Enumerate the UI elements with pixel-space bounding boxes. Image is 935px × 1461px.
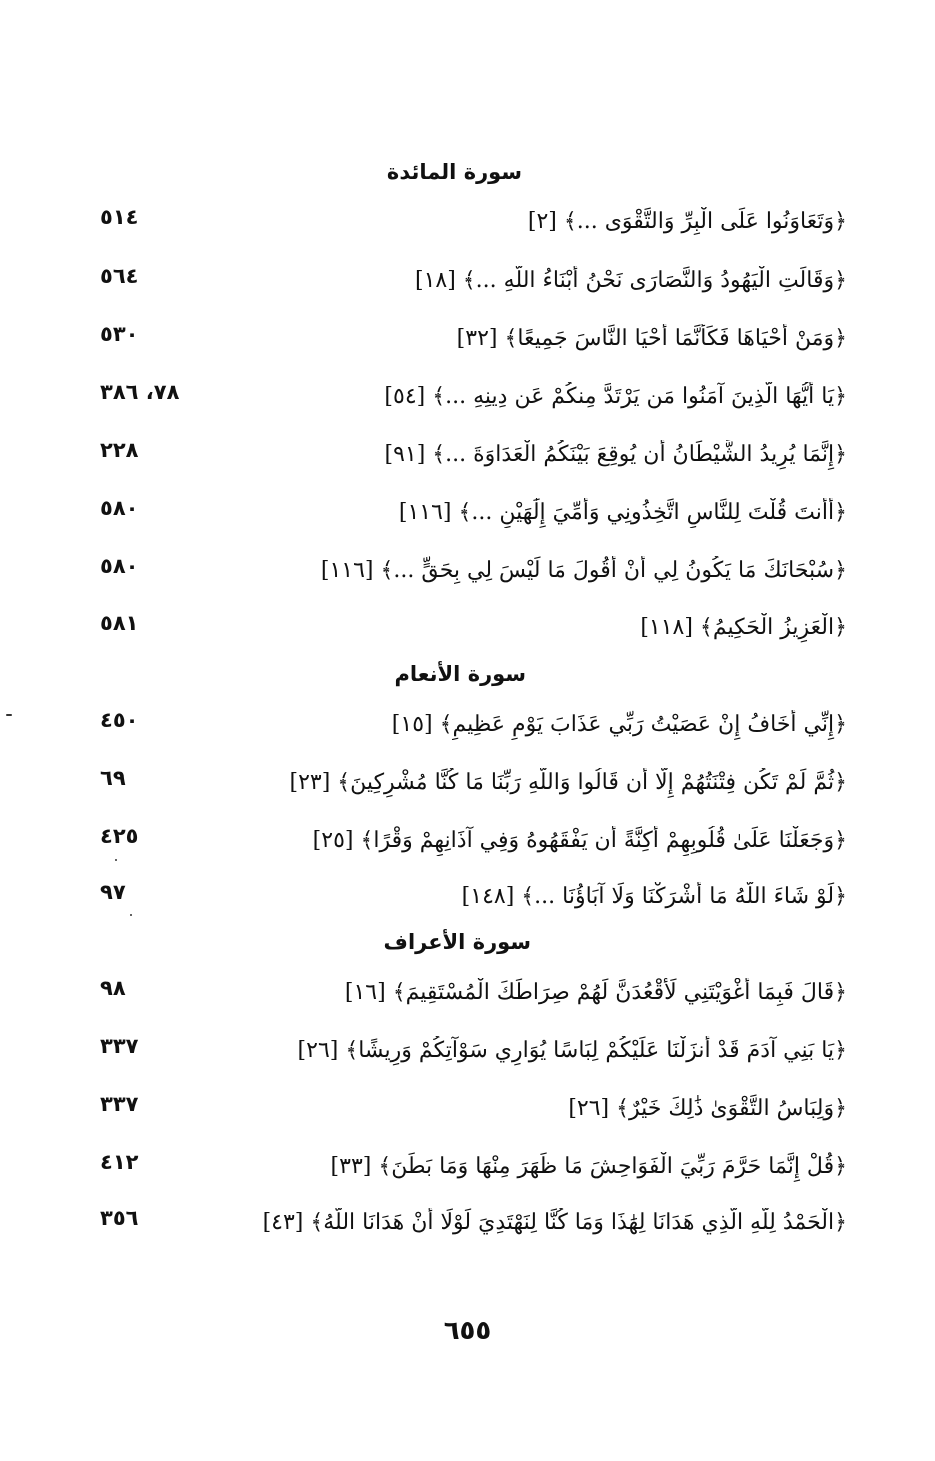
verse-text: ﴿وَقَالَتِ الْيَهُودُ وَالنَّصَارَى نَحْنُ أَبْنَاءُ اللَّهِ ...﴾ [١٨] xyxy=(414,268,847,293)
index-row xyxy=(0,436,935,476)
verse-text: ﴿يَا بَنِي آدَمَ قَدْ أَنزَلْنَا عَلَيْكُمْ لِبَاسًا يُوَارِي سَوْآتِكُمْ وَرِيشًا﴾ [٢٦] xyxy=(297,1038,847,1063)
page-reference: ٧٨، ٣٨٦ xyxy=(100,380,180,404)
verse-text: ﴿وَجَعَلْنَا عَلَىٰ قُلُوبِهِمْ أَكِنَّةً أَن يَفْقَهُوهُ وَفِي آذَانِهِمْ وَقْرًا﴾ [٢٥] xyxy=(312,828,847,853)
scan-speck xyxy=(130,914,132,916)
index-row xyxy=(0,878,935,918)
verse-text: ﴿وَتَعَاوَنُوا عَلَى الْبِرِّ وَالتَّقْوَى ...﴾ [٢] xyxy=(527,209,847,234)
verse-text: ﴿وَمَنْ أَحْيَاهَا فَكَأَنَّمَا أَحْيَا النَّاسَ جَمِيعًا﴾ [٣٢] xyxy=(456,326,847,351)
page-reference: ٢٢٨ xyxy=(100,438,139,462)
page-reference: ٥١٤ xyxy=(100,205,139,229)
page-reference: ٣٣٧ xyxy=(100,1034,139,1058)
page-reference: ٤٢٥ xyxy=(100,824,139,848)
index-row xyxy=(0,1204,935,1244)
section-heading-araf: سورة الأعراف xyxy=(383,930,531,954)
index-row xyxy=(0,1032,935,1072)
verse-text: ﴿قُلْ إِنَّمَا حَرَّمَ رَبِّيَ الْفَوَاحِشَ مَا ظَهَرَ مِنْهَا وَمَا بَطَنَ﴾ [٣٣] xyxy=(330,1154,847,1179)
verse-text: ﴿يَا أَيُّهَا الَّذِينَ آمَنُوا مَن يَرْتَدَّ مِنكُمْ عَن دِينِهِ ...﴾ [٥٤] xyxy=(384,384,847,409)
index-row xyxy=(0,378,935,418)
section-heading-maidah: سورة المائدة xyxy=(386,160,522,184)
page-reference: ٣٣٧ xyxy=(100,1092,139,1116)
scan-speck xyxy=(6,714,12,716)
page-reference: ٥٨٠ xyxy=(100,554,139,578)
page-reference: ٣٥٦ xyxy=(100,1206,139,1230)
verse-text: ﴿لَوْ شَاءَ اللَّهُ مَا أَشْرَكْنَا وَلَا آبَاؤُنَا ...﴾ [١٤٨] xyxy=(461,884,847,909)
verse-text: ﴿الْعَزِيزُ الْحَكِيمُ﴾ [١١٨] xyxy=(640,615,847,640)
index-row xyxy=(0,262,935,302)
index-row xyxy=(0,609,935,649)
verse-text: ﴿وَلِبَاسُ التَّقْوَىٰ ذَٰلِكَ خَيْرٌ﴾ [٢٦] xyxy=(568,1096,847,1121)
verse-text: ﴿سُبْحَانَكَ مَا يَكُونُ لِي أَنْ أَقُولَ مَا لَيْسَ لِي بِحَقٍّ ...﴾ [١١٦] xyxy=(320,558,847,583)
index-row xyxy=(0,822,935,862)
page-reference: ٩٨ xyxy=(100,976,126,1000)
section-heading-anam: سورة الأنعام xyxy=(394,662,526,686)
index-row xyxy=(0,1090,935,1130)
verse-text: ﴿إِنَّمَا يُرِيدُ الشَّيْطَانُ أَن يُوقِعَ بَيْنَكُمُ الْعَدَاوَةَ ...﴾ [٩١] xyxy=(384,442,847,467)
verse-text: ﴿ثُمَّ لَمْ تَكُن فِتْنَتُهُمْ إِلَّا أَن قَالُوا وَاللَّهِ رَبِّنَا مَا كُنَّا مُشْرِكِينَ﴾ [٢٣] xyxy=(289,770,847,795)
verse-text: ﴿إِنِّي أَخَافُ إِنْ عَصَيْتُ رَبِّي عَذَابَ يَوْمٍ عَظِيمٍ﴾ [١٥] xyxy=(391,712,847,737)
index-row xyxy=(0,706,935,746)
page-reference: ٩٧ xyxy=(100,880,126,904)
index-row xyxy=(0,764,935,804)
page-number: ٦٥٥ xyxy=(443,1316,492,1346)
page-reference: ٥٨١ xyxy=(100,611,139,635)
index-row xyxy=(0,203,935,243)
page-reference: ٥٣٠ xyxy=(100,322,139,346)
index-row xyxy=(0,974,935,1014)
index-row xyxy=(0,1148,935,1188)
page-reference: ٥٦٤ xyxy=(100,264,139,288)
index-row xyxy=(0,552,935,592)
index-row xyxy=(0,320,935,360)
index-row xyxy=(0,494,935,534)
page-reference: ٥٨٠ xyxy=(100,496,139,520)
page-reference: ٤١٢ xyxy=(100,1150,139,1174)
page-reference: ٦٩ xyxy=(100,766,126,790)
verse-text: ﴿قَالَ فَبِمَا أَغْوَيْتَنِي لَأَقْعُدَنَّ لَهُمْ صِرَاطَكَ الْمُسْتَقِيمَ﴾ [١٦] xyxy=(344,980,847,1005)
scan-speck xyxy=(115,859,117,861)
verse-text: ﴿أَأَنتَ قُلْتَ لِلنَّاسِ اتَّخِذُونِي وَأُمِّيَ إِلَٰهَيْنِ ...﴾ [١١٦] xyxy=(398,500,847,525)
verse-text: ﴿الْحَمْدُ لِلَّهِ الَّذِي هَدَانَا لِهَٰذَا وَمَا كُنَّا لِنَهْتَدِيَ لَوْلَا أَنْ هَدَانَا اللَّهُ﴾ [٤٣] xyxy=(262,1210,847,1235)
page-reference: ٤٥٠ xyxy=(100,708,139,732)
